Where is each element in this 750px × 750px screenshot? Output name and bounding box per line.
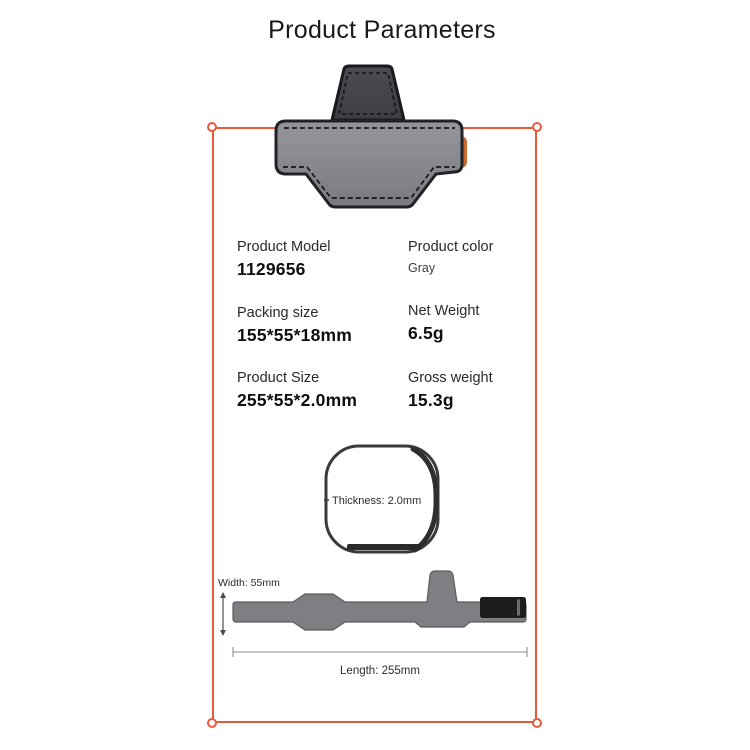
border-corner-dot: [532, 122, 542, 132]
length-label: Length: 255mm: [340, 665, 420, 677]
spec-product-size: [237, 370, 357, 410]
strap-dimension-diagram: [212, 562, 542, 687]
product-photo-gray-strap: [256, 64, 468, 216]
spec-packing-size: [237, 305, 352, 345]
spec-value: 255*55*2.0mm: [237, 389, 358, 410]
strap-band: [276, 121, 462, 207]
spec-label: Product Size: [237, 370, 320, 386]
border-corner-dot: [532, 718, 542, 728]
border-corner-dot: [207, 718, 217, 728]
thickness-label: Thickness: 2.0mm: [332, 495, 422, 507]
border-corner-dot: [207, 122, 217, 132]
spec-value: Gray: [408, 260, 436, 275]
spec-gross-weight: [408, 370, 493, 410]
width-label: Width: 55mm: [218, 577, 280, 589]
spec-value: 15.3g: [408, 389, 454, 410]
spec-product-model: [237, 239, 331, 279]
spec-product-color: [408, 239, 493, 275]
thickness-loop-diagram: [316, 440, 448, 562]
spec-label: Net Weight: [408, 303, 480, 319]
spec-label: Product color: [408, 239, 494, 255]
width-arrow-head-top: [220, 592, 226, 598]
loop-overlap-tail: [347, 544, 421, 550]
spec-label: Packing size: [237, 305, 319, 321]
spec-value: 6.5g: [408, 322, 444, 343]
spec-value: 1129656: [237, 258, 306, 279]
width-arrow-head-bottom: [220, 630, 226, 636]
spec-value: 155*55*18mm: [237, 324, 353, 345]
spec-label: Product Model: [237, 239, 331, 255]
velcro-size-tag: [517, 600, 520, 616]
spec-net-weight: [408, 303, 479, 343]
spec-label: Gross weight: [408, 370, 493, 386]
page-title: Product Parameters: [268, 16, 496, 44]
